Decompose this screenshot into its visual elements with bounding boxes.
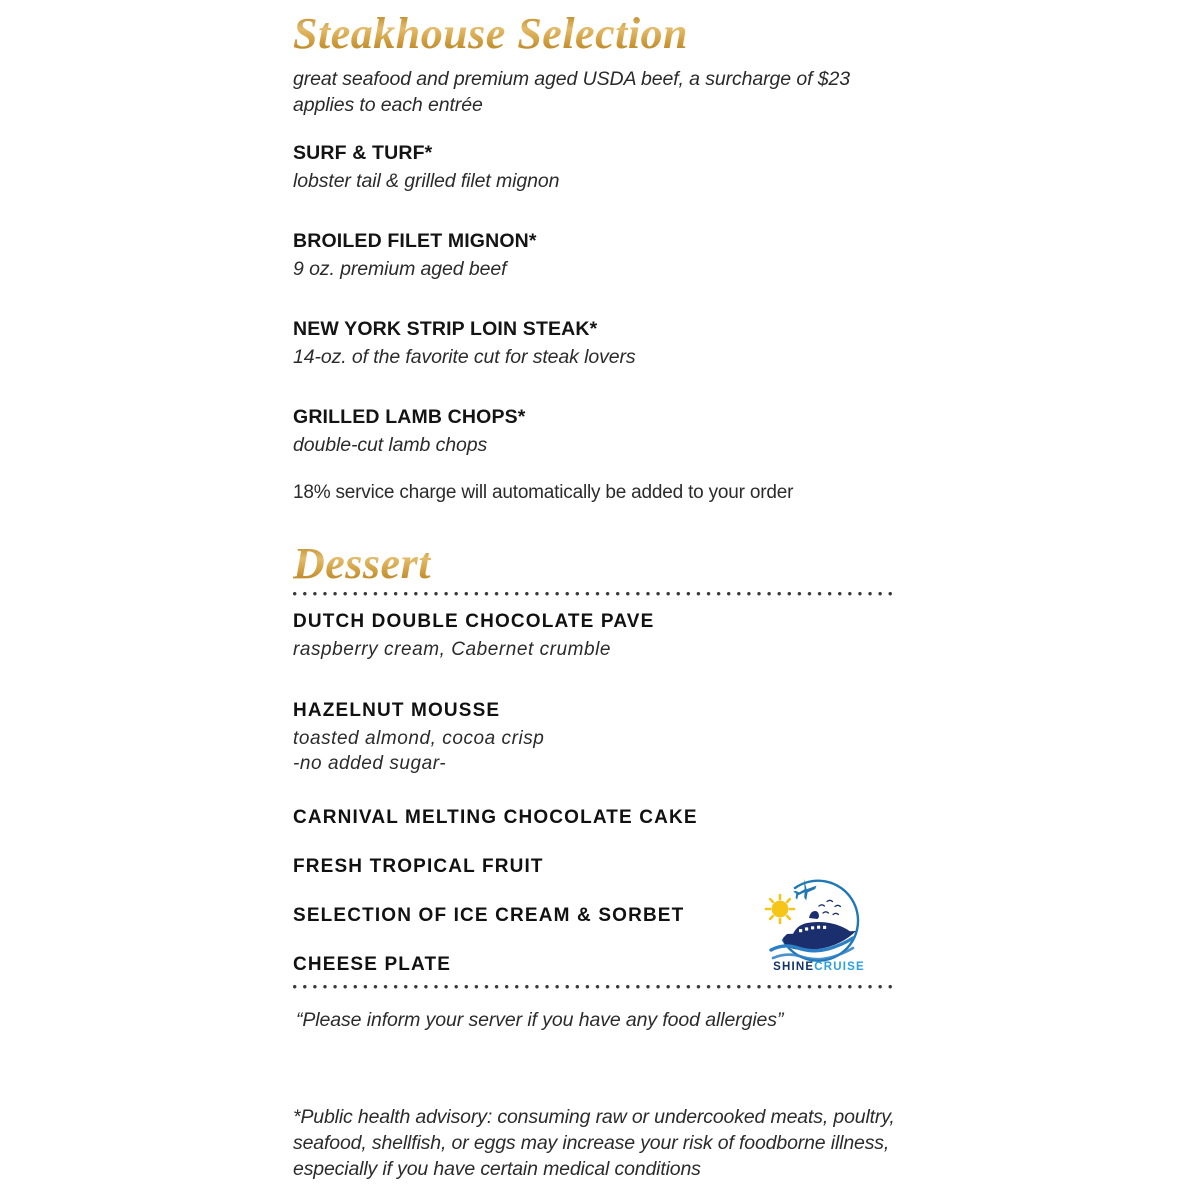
menu-item-carnival-melting-chocolate-cake <box>293 806 893 830</box>
menu-item-name: GRILLED LAMB CHOPS* <box>293 406 526 428</box>
menu-item-dutch-double-chocolate-pave <box>293 610 893 662</box>
menu-item-broiled-filet-mignon <box>293 229 893 282</box>
dotted-divider-top <box>293 592 896 596</box>
menu-item-name: NEW YORK STRIP LOIN STEAK* <box>293 318 598 340</box>
menu-item-name: CHEESE PLATE <box>293 954 452 975</box>
menu-item-name: FRESH TROPICAL FRUIT <box>293 856 544 877</box>
logo-wordmark <box>757 961 881 973</box>
logo-word-cruise: CRUISE <box>814 961 865 973</box>
menu-item-description: raspberry cream, Cabernet crumble <box>293 639 612 660</box>
shine-cruise-logo <box>757 876 881 982</box>
dotted-divider-bottom <box>293 985 896 989</box>
menu-item-description: lobster tail & grilled filet mignon <box>293 170 560 192</box>
logo-word-shine: SHINE <box>773 961 815 973</box>
birds-icon <box>819 900 840 914</box>
cruise-ship-logo-icon <box>757 876 881 966</box>
menu-item-name: CARNIVAL MELTING CHOCOLATE CAKE <box>293 807 698 828</box>
menu-item-description: 9 oz. premium aged beef <box>293 258 507 280</box>
public-health-advisory: *Public health advisory: consuming raw or undercooked meats, poultry, seafood, shellfish, or eggs may increase your risk of foodborne illness, especially if you have certain medical conditions <box>293 1106 895 1180</box>
section-title-steakhouse: Steakhouse Selection <box>293 9 689 58</box>
menu-item-description: toasted almond, cocoa crisp <box>293 728 545 749</box>
menu-item-description: double-cut lamb chops <box>293 434 488 456</box>
service-charge-note: 18% service charge will automatically be added to your order <box>293 482 794 503</box>
menu-item-name: DUTCH DOUBLE CHOCOLATE PAVE <box>293 611 655 632</box>
menu-item-new-york-strip-loin-steak <box>293 317 893 370</box>
menu-item-description: 14-oz. of the favorite cut for steak lovers <box>293 346 636 368</box>
menu-item-name: HAZELNUT MOUSSE <box>293 700 501 721</box>
steakhouse-intro-text: great seafood and premium aged USDA beef, a surcharge of $23 applies to each entrée <box>293 68 850 116</box>
menu-item-name: BROILED FILET MIGNON* <box>293 230 537 252</box>
menu-item-name: SELECTION OF ICE CREAM & SORBET <box>293 905 685 926</box>
menu-item-grilled-lamb-chops <box>293 405 893 458</box>
menu-item-description-secondary: -no added sugar- <box>293 753 447 774</box>
section-title-dessert: Dessert <box>293 539 431 588</box>
menu-item-hazelnut-mousse <box>293 699 893 776</box>
menu-item-surf-and-turf <box>293 141 893 194</box>
sun-icon <box>766 895 794 923</box>
allergy-note: “Please inform your server if you have any food allergies” <box>296 1009 784 1031</box>
menu-item-name: SURF & TURF* <box>293 142 433 164</box>
